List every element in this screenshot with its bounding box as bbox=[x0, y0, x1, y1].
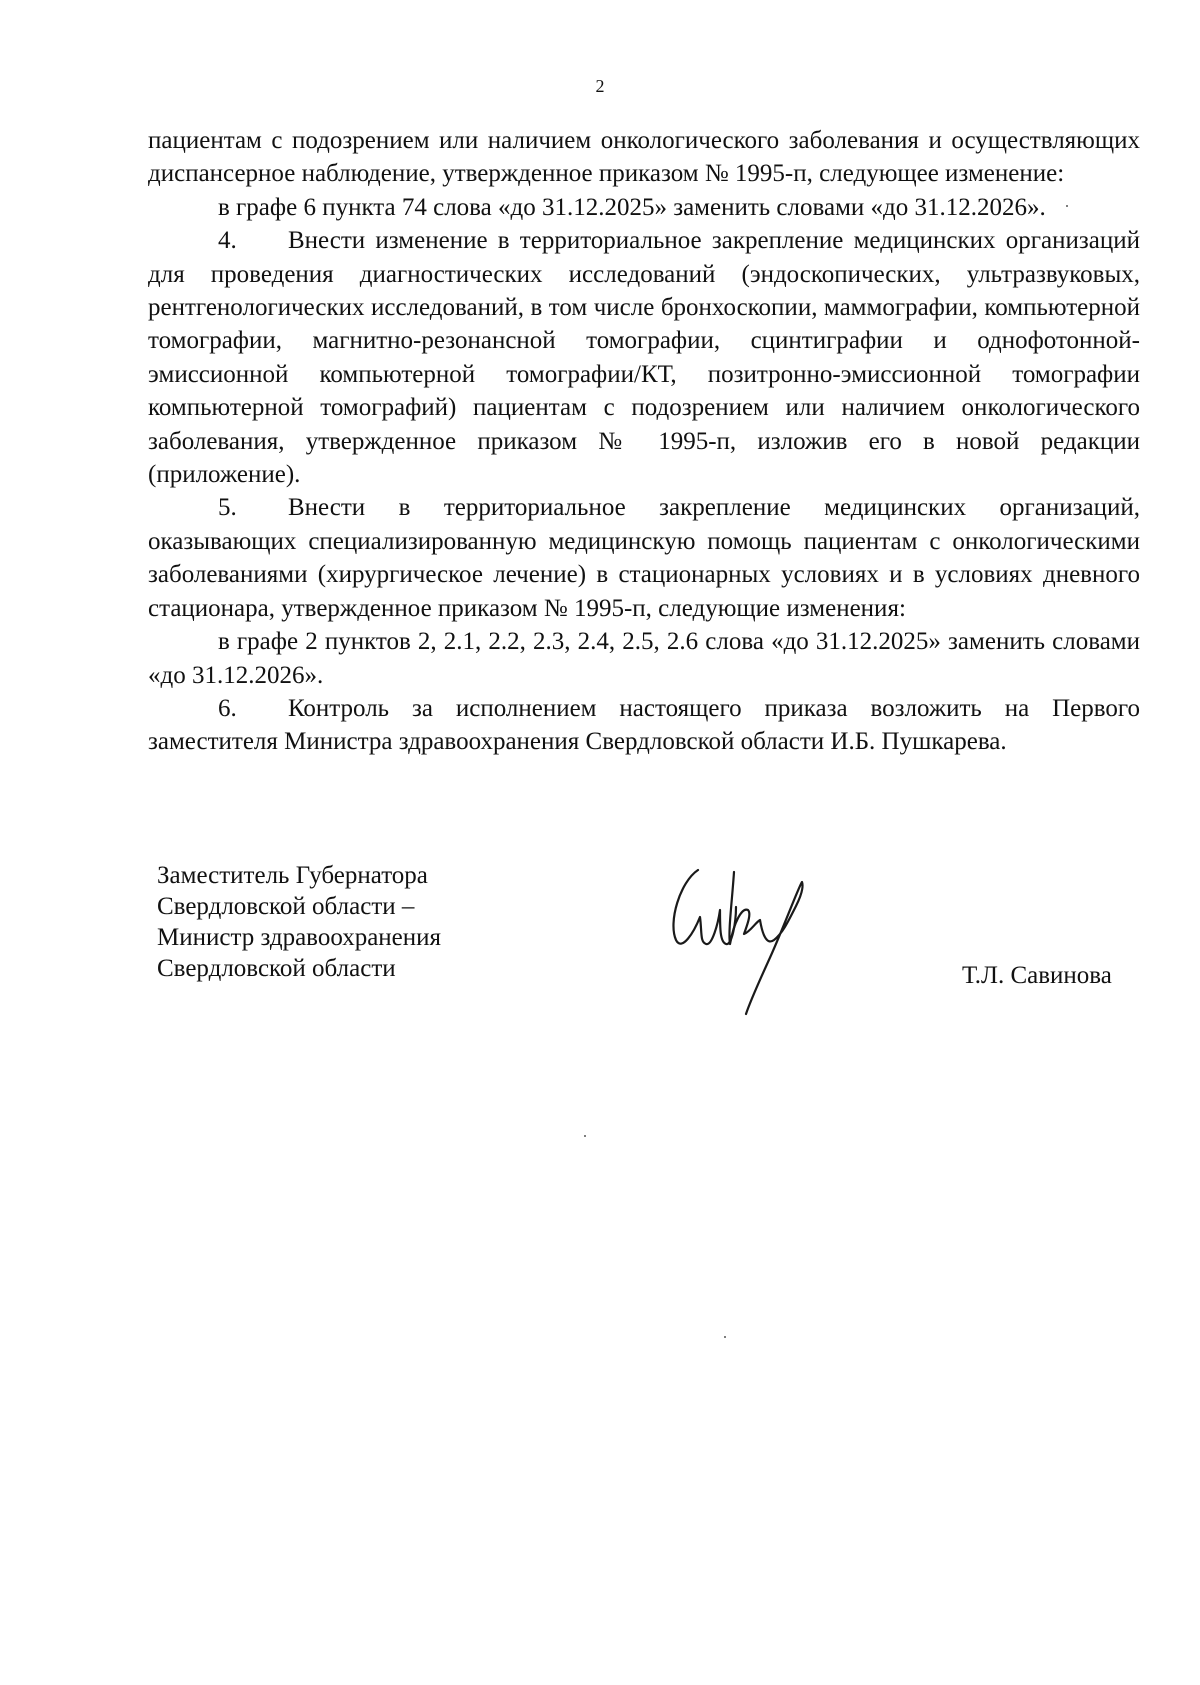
signatory-title-line: Свердловской области bbox=[157, 955, 396, 982]
signatory-title bbox=[157, 860, 441, 984]
paragraph-text: Внести изменение в территориальное закрепление медицинских организаций для проведения диагностических исследований (эндоскопических, ультразвуковых, рентгенологических исследований, в том числе бронхоскопии, маммографии, компьютерной томографии, магнитно-резонансной томографии, сцинтиграфии и однофотонной-эмиссионной компьютерной томографии/КТ, позитронно-эмиссионной томографии компьютерной томографий) пациентам с подозрением или наличием онкологического заболевания, утвержденное приказом № 1995-п, изложив его в новой редакции (приложение). bbox=[148, 227, 1140, 489]
paragraph-amendment-item-5 bbox=[148, 625, 1140, 692]
signatory-title-line: Свердловской области – bbox=[157, 893, 415, 920]
item-number: 4. bbox=[218, 227, 237, 255]
paragraph-text: пациентам с подозрением или наличием онкологического заболевания и осуществляющих диспансерное наблюдение, утвержденное приказом № 1995-п, следующее изменение: bbox=[148, 127, 1140, 188]
signatory-title-line: Заместитель Губернатора bbox=[157, 862, 428, 889]
paragraph-item-4 bbox=[148, 224, 1140, 491]
item-number: 6. bbox=[218, 694, 237, 722]
paragraph-text: в графе 2 пунктов 2, 2.1, 2.2, 2.3, 2.4, 2.5, 2.6 слова «до 31.12.2025» заменить словами «до 31.12.2026». bbox=[148, 628, 1140, 689]
scan-speck bbox=[1066, 205, 1068, 207]
paragraph-continuation bbox=[148, 124, 1140, 191]
paragraph-amendment-item-3 bbox=[148, 191, 1140, 224]
paragraph-item-6 bbox=[148, 692, 1140, 759]
signatory-name: Т.Л. Савинова bbox=[962, 962, 1112, 989]
paragraph-text: Внести в территориальное закрепление медицинских организаций, оказывающих специализированную медицинскую помощь пациентам с онкологическими заболеваниями (хирургическое лечение) в стационарных условиях и в условиях дневного стационара, утвержденное приказом № 1995-п, следующие изменения: bbox=[148, 494, 1140, 622]
handwritten-signature bbox=[670, 862, 880, 1027]
signatory-title-line: Министр здравоохранения bbox=[157, 924, 442, 951]
item-number: 5. bbox=[218, 494, 237, 522]
document-body bbox=[148, 124, 1140, 759]
scan-speck bbox=[724, 1336, 726, 1338]
page-number: 2 bbox=[595, 76, 605, 96]
paragraph-text: Контроль за исполнением настоящего приказа возложить на Первого заместителя Министра здравоохранения Свердловской области И.Б. Пушкарева. bbox=[148, 694, 1140, 756]
scan-speck bbox=[584, 1135, 586, 1137]
paragraph-text: в графе 6 пункта 74 слова «до 31.12.2025» заменить словами «до 31.12.2026». bbox=[218, 193, 1046, 221]
paragraph-item-5 bbox=[148, 491, 1140, 625]
